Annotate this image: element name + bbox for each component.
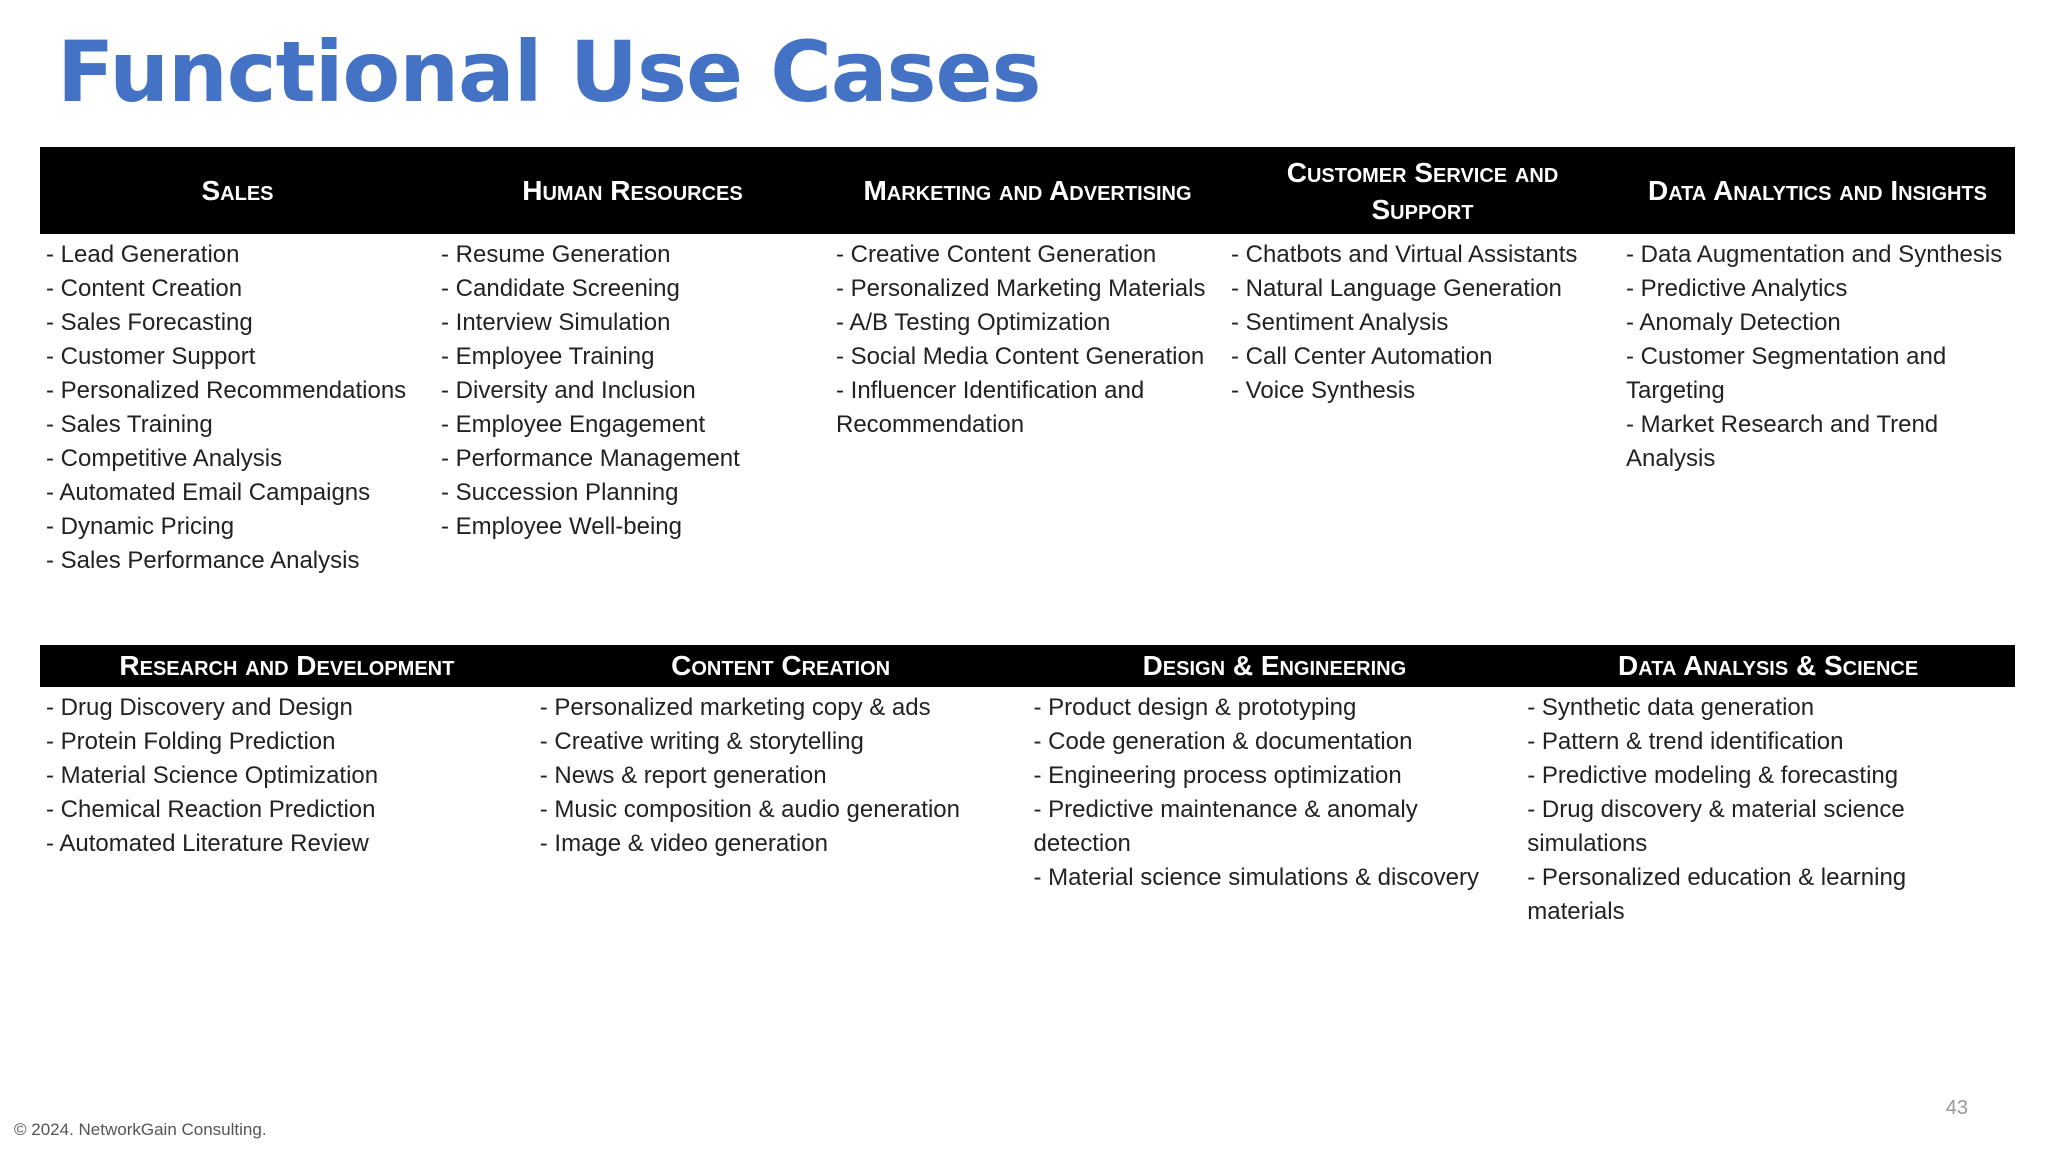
- list-item: - Natural Language Generation: [1231, 275, 1562, 302]
- list-item: - Lead Generation: [46, 241, 240, 268]
- list-item: - Social Media Content Generation: [836, 343, 1205, 370]
- list-item: - Interview Simulation: [441, 309, 671, 336]
- list-item: - Diversity and Inclusion: [441, 377, 696, 404]
- list-research-development: [40, 687, 534, 929]
- header-sales: Sales: [40, 147, 435, 234]
- header-marketing-advertising: Marketing and Advertising: [830, 147, 1225, 234]
- list-item: - Customer Support: [46, 343, 256, 370]
- list-item: - Content Creation: [46, 275, 243, 302]
- list-item: - Personalized education & learning materials: [1527, 864, 1907, 925]
- header-design-engineering: Design & Engineering: [1028, 645, 1522, 687]
- list-item: - Performance Management: [441, 445, 740, 472]
- list-item: - News & report generation: [539, 762, 827, 789]
- list-item: - Chemical Reaction Prediction: [46, 796, 376, 823]
- list-item: - Predictive modeling & forecasting: [1527, 762, 1899, 789]
- list-item: - Competitive Analysis: [46, 445, 283, 472]
- list-item: - Employee Well-being: [441, 513, 682, 540]
- bottom-use-case-table: [40, 645, 2015, 929]
- list-item: - Drug Discovery and Design: [46, 694, 353, 721]
- list-item: - Dynamic Pricing: [46, 513, 235, 540]
- list-item: - Sales Training: [46, 411, 213, 438]
- header-customer-service-support: Customer Service and Support: [1225, 147, 1620, 234]
- list-item: - Succession Planning: [441, 479, 679, 506]
- list-item: - Data Augmentation and Synthesis: [1626, 241, 2003, 268]
- list-item: - Music composition & audio generation: [539, 796, 960, 823]
- list-item: - Predictive Analytics: [1626, 275, 1848, 302]
- page-number: 43: [1945, 1097, 1968, 1119]
- top-use-case-table: [40, 147, 2015, 578]
- list-item: - Anomaly Detection: [1626, 309, 1841, 336]
- list-item: - Synthetic data generation: [1527, 694, 1815, 721]
- list-item: - Image & video generation: [539, 830, 828, 857]
- list-item: - Resume Generation: [441, 241, 671, 268]
- list-item: - Employee Engagement: [441, 411, 706, 438]
- header-content-creation: Content Creation: [534, 645, 1028, 687]
- list-sales: [40, 234, 435, 578]
- slide-title: Functional Use Cases: [57, 23, 1041, 121]
- list-data-analysis-science: [1521, 687, 2015, 929]
- list-item: - Predictive maintenance & anomaly detection: [1033, 796, 1418, 857]
- list-item: - Sales Forecasting: [46, 309, 253, 336]
- list-item: - Pattern & trend identification: [1527, 728, 1844, 755]
- list-item: - Product design & prototyping: [1033, 694, 1357, 721]
- list-marketing-advertising: [830, 234, 1225, 578]
- list-content-creation: [534, 687, 1028, 929]
- list-item: - A/B Testing Optimization: [836, 309, 1111, 336]
- list-human-resources: [435, 234, 830, 578]
- header-research-development: Research and Development: [40, 645, 534, 687]
- list-item: - Material science simulations & discovery: [1033, 864, 1479, 891]
- header-data-analytics-insights: Data Analytics and Insights: [1620, 147, 2015, 234]
- header-human-resources: Human Resources: [435, 147, 830, 234]
- list-item: - Candidate Screening: [441, 275, 680, 302]
- list-item: - Drug discovery & material science simulations: [1527, 796, 1905, 857]
- list-item: - Creative writing & storytelling: [539, 728, 864, 755]
- list-item: - Material Science Optimization: [46, 762, 379, 789]
- list-item: - Engineering process optimization: [1033, 762, 1402, 789]
- list-item: - Code generation & documentation: [1033, 728, 1413, 755]
- list-item: - Employee Training: [441, 343, 655, 370]
- list-item: - Sentiment Analysis: [1231, 309, 1449, 336]
- list-item: - Automated Literature Review: [46, 830, 369, 857]
- list-item: - Personalized Marketing Materials: [836, 275, 1206, 302]
- list-item: - Protein Folding Prediction: [46, 728, 336, 755]
- header-data-analysis-science: Data Analysis & Science: [1521, 645, 2015, 687]
- list-item: - Voice Synthesis: [1231, 377, 1416, 404]
- list-item: - Call Center Automation: [1231, 343, 1493, 370]
- list-item: - Chatbots and Virtual Assistants: [1231, 241, 1578, 268]
- list-item: - Sales Performance Analysis: [46, 547, 360, 574]
- list-item: - Market Research and Trend Analysis: [1626, 411, 1939, 472]
- list-item: - Personalized marketing copy & ads: [539, 694, 931, 721]
- list-item: - Personalized Recommendations: [46, 377, 407, 404]
- list-customer-service-support: [1225, 234, 1620, 578]
- list-item: - Customer Segmentation and Targeting: [1626, 343, 1947, 404]
- list-item: - Influencer Identification and Recommendation: [836, 377, 1145, 438]
- list-design-engineering: [1028, 687, 1522, 929]
- list-item: - Automated Email Campaigns: [46, 479, 371, 506]
- copyright-notice: © 2024. NetworkGain Consulting.: [14, 1120, 267, 1139]
- list-item: - Creative Content Generation: [836, 241, 1157, 268]
- list-data-analytics-insights: [1620, 234, 2015, 578]
